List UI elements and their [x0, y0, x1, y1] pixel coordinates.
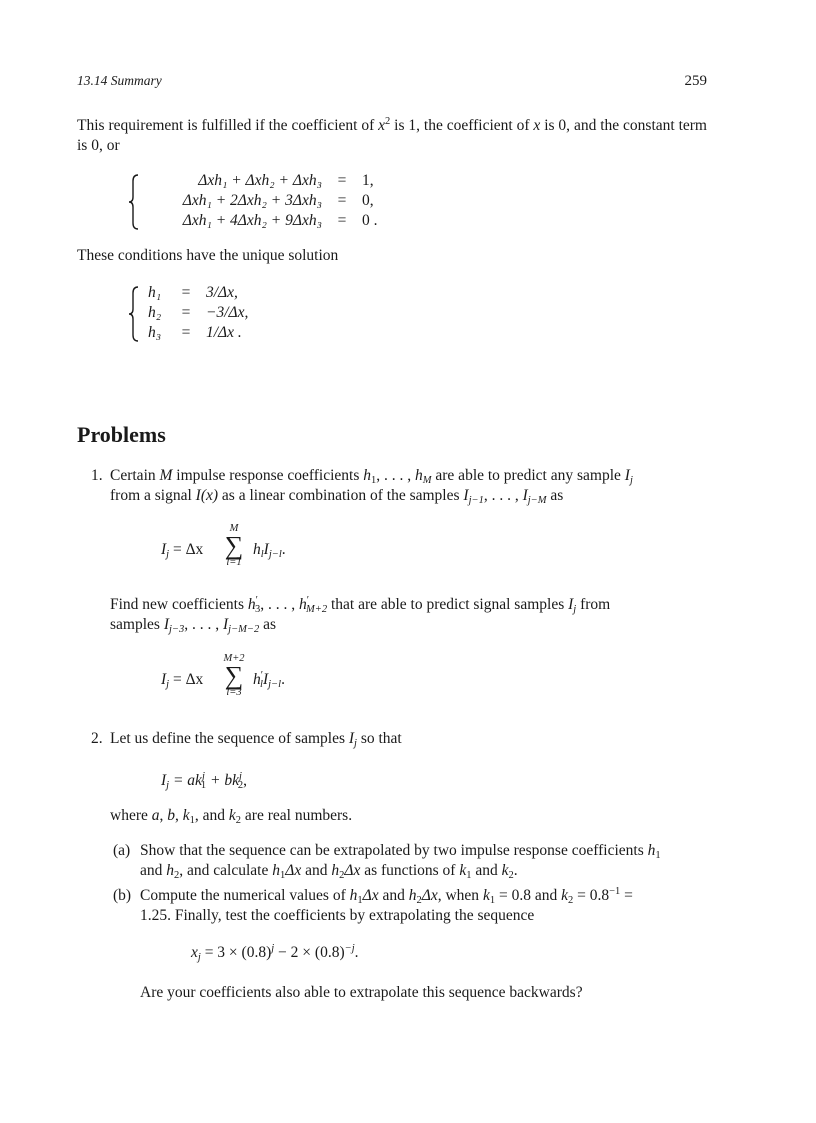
problem-1-equation-1: $I_j = \Delta x$	[161, 541, 204, 560]
summation-1: M ∑ l=1	[219, 523, 249, 569]
left-brace-icon	[128, 285, 140, 343]
problem-1-equation-1-term: $h_lI_{j-l}$.	[253, 541, 286, 560]
part-b-equation: $x_j = 3 \times (0.8)^j - 2 \times (0.8)^{-j}$.	[191, 943, 359, 963]
page-number: 259	[684, 73, 707, 89]
problem-2-number: 2.	[91, 730, 103, 747]
part-b-label: (b)	[113, 887, 132, 904]
running-title: 13.14 Summary	[77, 73, 162, 88]
conditions-text: These conditions have the unique solution	[77, 247, 339, 264]
problem-2-equation: $I_j = ak^j_1 + bk^j_2$,	[161, 771, 247, 791]
system2-row-2: h₂ = −3/Δx,	[148, 304, 249, 321]
equation-system-1	[128, 171, 408, 231]
problem-1-find-text: Find new coefficients $h'_3$, . . . , $h'_{M+2}$ that are able to predict signal samples $I_j$ from samples $I_{j-3}$, . . . , $I_{j-M-2}$ as	[110, 595, 611, 635]
system1-row-3: Δxh₁ + 4Δxh₂ + 9Δxh₃ = 0 .	[182, 212, 378, 229]
part-b-question: Are your coefficients also able to extrapolate this sequence backwards?	[140, 984, 583, 1001]
system1-row-1: Δxh₁ + Δxh₂ + Δxh₃ = 1,	[198, 172, 374, 189]
problem-2-text: Let us define the sequence of samples $I_j$ so that	[110, 730, 402, 749]
part-a-label: (a)	[113, 842, 131, 859]
part-b-text: Compute the numerical values of $h_1\Delta x$ and $h_2\Delta x$, when $k_1 = 0.8$ and $k_2 = 0.8^{-1}$ = 1.25. Finally, test the coefficients by extrapolating the sequence	[140, 886, 633, 924]
system1-row-2: Δxh₁ + 2Δxh₂ + 3Δxh₃ = 0,	[182, 192, 374, 209]
summation-2: M+2 ∑ l=3	[219, 653, 249, 699]
page-header	[77, 71, 707, 91]
sigma-icon: ∑	[224, 661, 244, 690]
sigma-icon: ∑	[224, 531, 244, 560]
problem-1-number: 1.	[91, 467, 103, 484]
problem-1-equation-2-term: $h'_lI_{j-l}$.	[253, 670, 285, 690]
problem-1-equation-2: $I_j = \Delta x$	[161, 671, 204, 690]
part-a-text: Show that the sequence can be extrapolated by two impulse response coefficients $h_1$ and $h_2$, and calculate $h_1\Delta x$ and $h_2\Delta x$ as functions of $k_1$ and $k_2$.	[140, 842, 661, 881]
left-brace-icon	[128, 173, 140, 231]
system2-row-1: h₁ = 3/Δx,	[148, 284, 238, 301]
system2-row-3: h₃ = 1/Δx .	[148, 324, 242, 341]
section-heading-problems: Problems	[77, 422, 166, 447]
equation-system-2	[128, 283, 328, 343]
problem-2-where-text: where a, b, $k_1$, and $k_2$ are real numbers.	[110, 807, 353, 826]
intro-paragraph: This requirement is fulfilled if the coefficient of $x^2$ is 1, the coefficient of x is 0, and the constant term is 0, or	[77, 116, 707, 154]
problem-1-text: Certain M impulse response coefficients $h_1$, . . . , $h_M$ are able to predict any sample $I_j$ from a signal I(x) as a linear combination of the samples $I_{j-1}$, . . . , $I_{j-M}$ as	[110, 467, 633, 506]
